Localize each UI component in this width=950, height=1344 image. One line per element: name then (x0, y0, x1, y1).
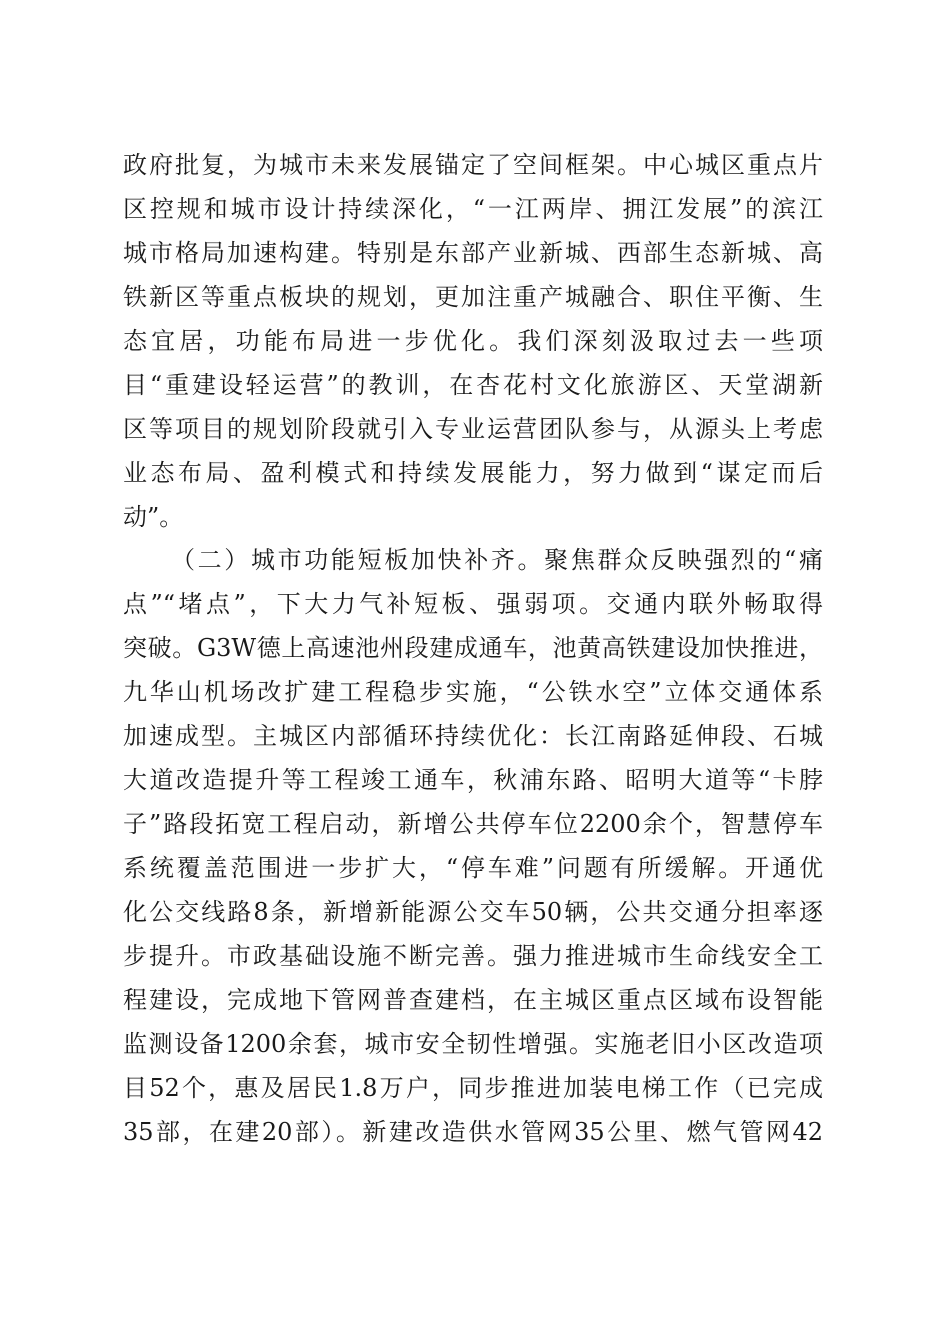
paragraph-line: 子”路段拓宽工程启动，新增公共停车位2200余个，智慧停车 (123, 810, 823, 838)
paragraph-line: 业态布局、盈利模式和持续发展能力，努力做到“谋定而后 (123, 459, 823, 487)
paragraph-line: 步提升。市政基础设施不断完善。强力推进城市生命线安全工 (123, 942, 823, 970)
paragraph-line: 九华山机场改扩建工程稳步实施，“公铁水空”立体交通体系 (123, 678, 823, 706)
paragraph-line: 铁新区等重点板块的规划，更加注重产城融合、职住平衡、生 (123, 283, 823, 311)
paragraph-line: 区等项目的规划阶段就引入专业运营团队参与，从源头上考虑 (123, 415, 823, 443)
paragraph-line: 35部，在建20部）。新建改造供水管网35公里、燃气管网42 (123, 1118, 823, 1146)
paragraph-line: 系统覆盖范围进一步扩大，“停车难”问题有所缓解。开通优 (123, 854, 823, 882)
paragraph-line: 区控规和城市设计持续深化，“一江两岸、拥江发展”的滨江 (123, 195, 823, 223)
paragraph-line: 态宜居，功能布局进一步优化。我们深刻汲取过去一些项 (123, 327, 823, 355)
paragraph-line: 动”。 (123, 503, 184, 531)
section-heading-line: （二）城市功能短板加快补齐。聚焦群众反映强烈的“痛 (171, 546, 823, 574)
paragraph-line: 突破。G3W德上高速池州段建成通车，池黄高铁建设加快推进， (123, 634, 823, 662)
paragraph-line: 目52个，惠及居民1.8万户，同步推进加装电梯工作（已完成 (123, 1074, 823, 1102)
paragraph-line: 大道改造提升等工程竣工通车，秋浦东路、昭明大道等“卡脖 (123, 766, 823, 794)
paragraph-line: 化公交线路8条，新增新能源公交车50辆，公共交通分担率逐 (123, 898, 823, 926)
paragraph-line: 监测设备1200余套，城市安全韧性增强。实施老旧小区改造项 (123, 1030, 823, 1058)
paragraph-line: 政府批复，为城市未来发展锚定了空间框架。中心城区重点片 (123, 151, 823, 179)
paragraph-line: 目“重建设轻运营”的教训，在杏花村文化旅游区、天堂湖新 (123, 371, 823, 399)
paragraph-line: 城市格局加速构建。特别是东部产业新城、西部生态新城、高 (123, 239, 823, 267)
paragraph-line: 程建设，完成地下管网普查建档，在主城区重点区域布设智能 (123, 986, 823, 1014)
paragraph-line: 加速成型。主城区内部循环持续优化：长江南路延伸段、石城 (123, 722, 823, 750)
paragraph-line: 点”“堵点”，下大力气补短板、强弱项。交通内联外畅取得 (123, 590, 823, 618)
